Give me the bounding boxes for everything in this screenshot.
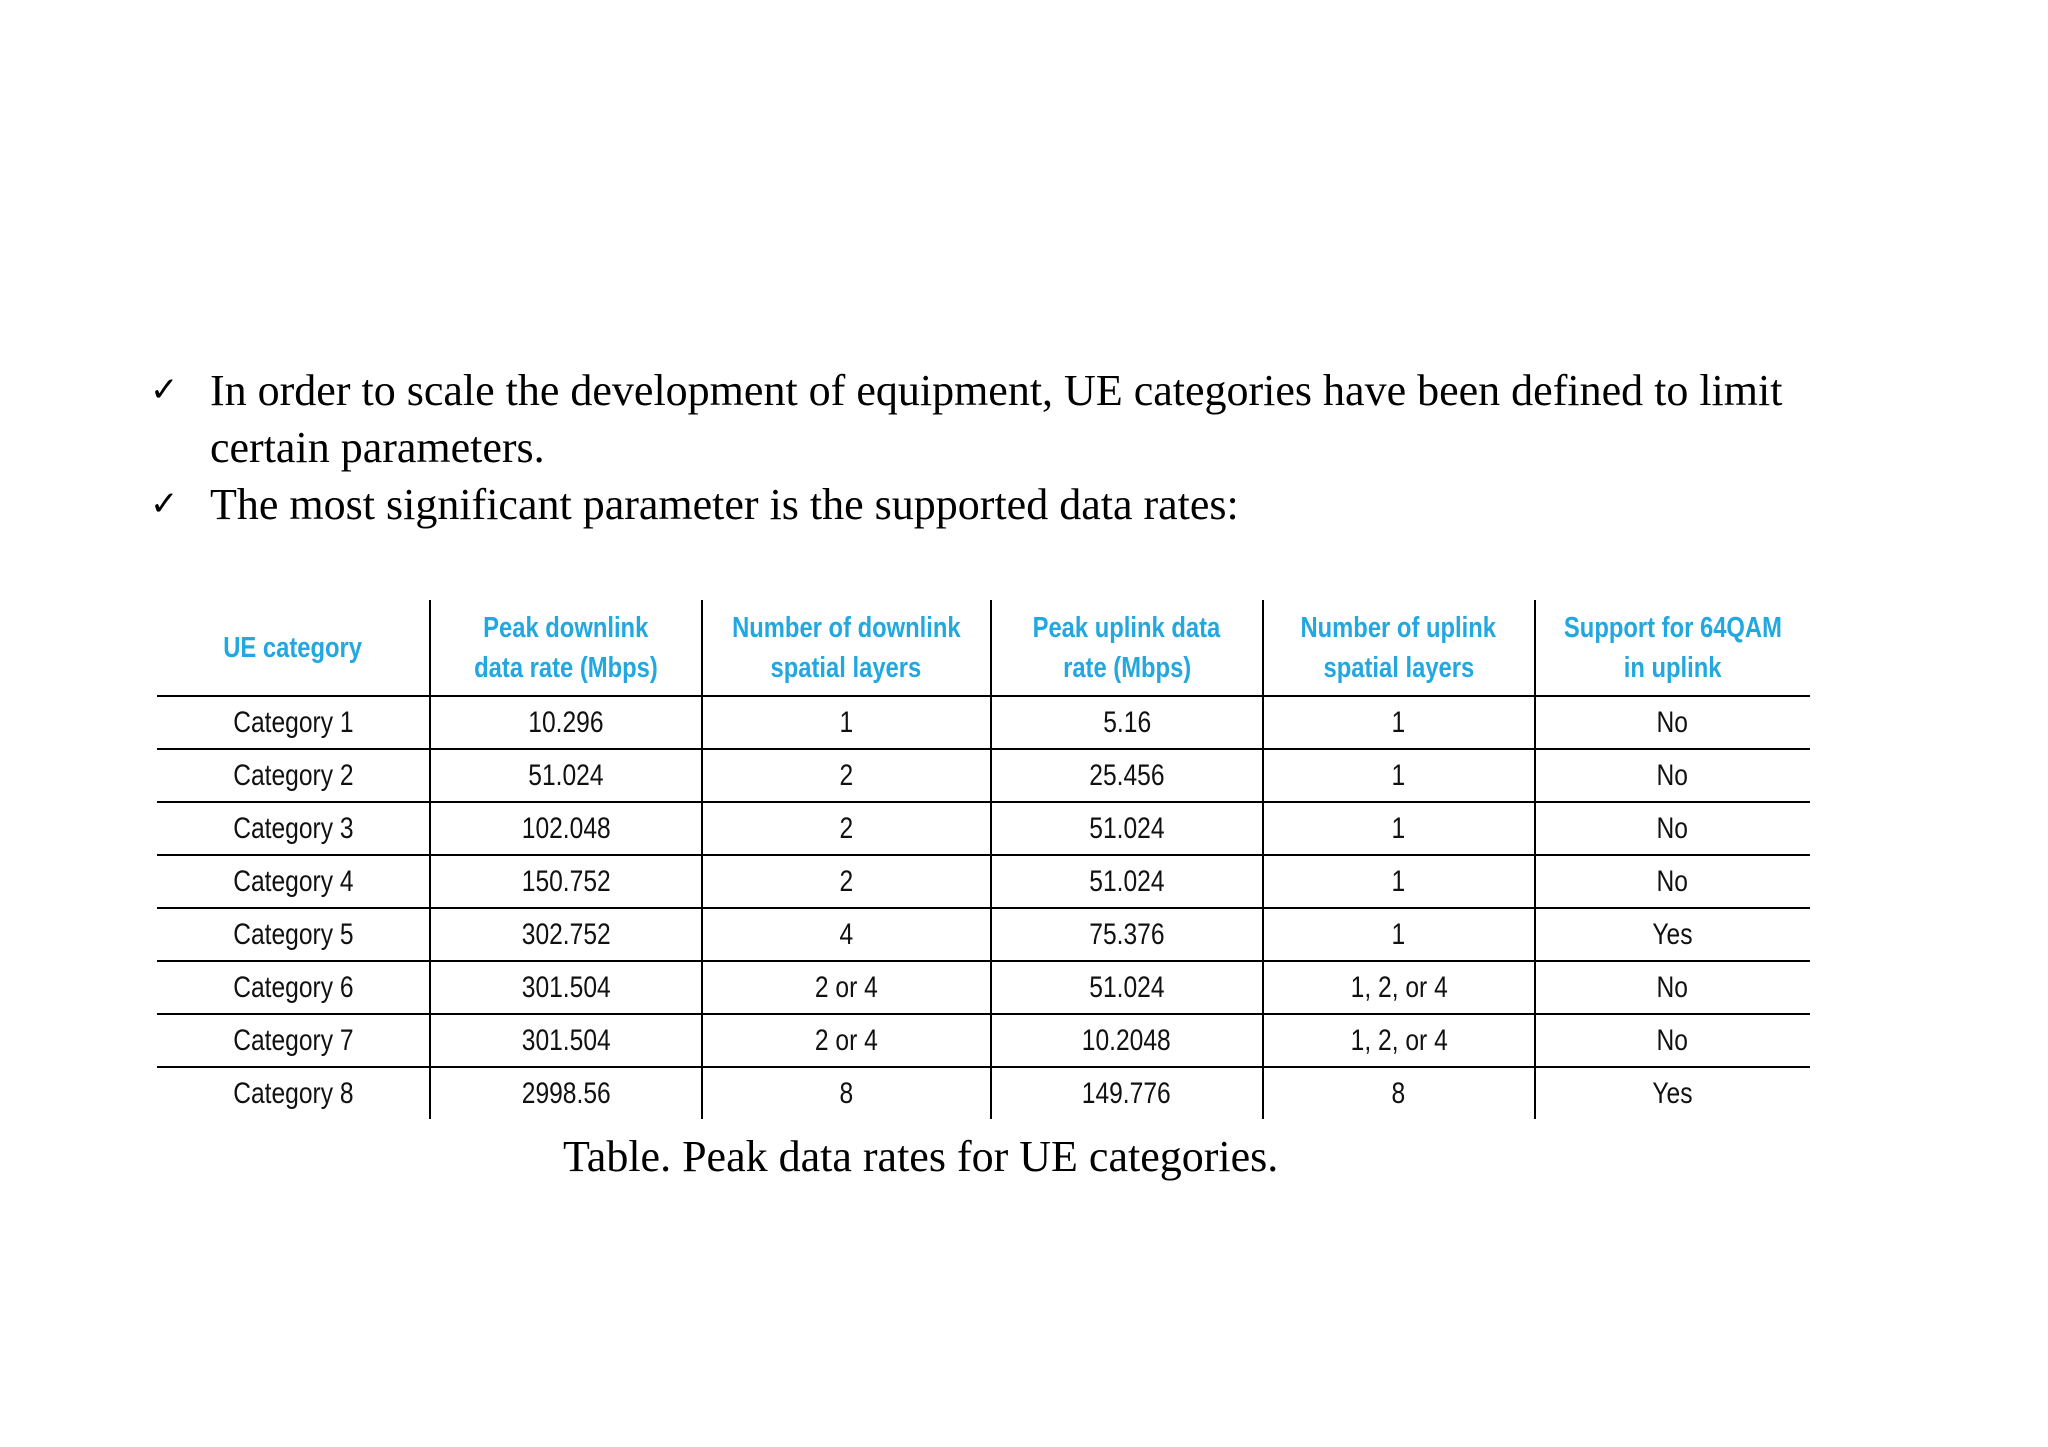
cell-text: 51.024 bbox=[1089, 864, 1165, 898]
cell-peak-uplink bbox=[991, 961, 1263, 1014]
cell-text: 1 bbox=[1391, 917, 1406, 951]
header-64qam-support bbox=[1535, 600, 1810, 696]
cell-ue-category bbox=[157, 855, 430, 908]
cell-downlink-layers bbox=[702, 749, 991, 802]
cell-text: Category 1 bbox=[232, 705, 354, 739]
bullet-list bbox=[150, 362, 1970, 533]
cell-text: 1 bbox=[1391, 705, 1406, 739]
cell-ue-category bbox=[157, 908, 430, 961]
header-peak-uplink bbox=[991, 600, 1263, 696]
cell-text: 4 bbox=[839, 917, 854, 951]
cell-uplink-layers bbox=[1263, 696, 1535, 749]
cell-text: No bbox=[1656, 705, 1689, 739]
bullet-text-line: certain parameters. bbox=[210, 423, 545, 472]
table-row bbox=[157, 802, 1810, 855]
cell-text: Category 4 bbox=[232, 864, 354, 898]
header-line: Number of downlink bbox=[732, 611, 961, 644]
cell-text: 1 bbox=[839, 705, 854, 739]
cell-text: 1 bbox=[1391, 758, 1406, 792]
cell-text: 10.2048 bbox=[1082, 1023, 1172, 1057]
cell-64qam-support bbox=[1535, 855, 1810, 908]
cell-text: Category 6 bbox=[232, 970, 354, 1004]
cell-text: 1, 2, or 4 bbox=[1350, 970, 1448, 1004]
cell-text: 2 or 4 bbox=[814, 970, 878, 1004]
cell-peak-uplink bbox=[991, 855, 1263, 908]
cell-text: 150.752 bbox=[521, 864, 611, 898]
table-row bbox=[157, 908, 1810, 961]
cell-64qam-support bbox=[1535, 1014, 1810, 1067]
cell-64qam-support bbox=[1535, 908, 1810, 961]
cell-text: 51.024 bbox=[1089, 811, 1165, 845]
cell-64qam-support bbox=[1535, 749, 1810, 802]
cell-downlink-layers bbox=[702, 961, 991, 1014]
cell-ue-category bbox=[157, 696, 430, 749]
ue-category-table-container bbox=[157, 600, 1810, 1119]
cell-text: 2 bbox=[839, 811, 854, 845]
cell-peak-downlink bbox=[430, 1067, 702, 1119]
cell-text: Category 7 bbox=[232, 1023, 354, 1057]
header-line: data rate (Mbps) bbox=[474, 651, 658, 684]
cell-text: 2 or 4 bbox=[814, 1023, 878, 1057]
table-row bbox=[157, 855, 1810, 908]
cell-uplink-layers bbox=[1263, 908, 1535, 961]
cell-ue-category bbox=[157, 1014, 430, 1067]
cell-text: 2 bbox=[839, 758, 854, 792]
cell-peak-downlink bbox=[430, 961, 702, 1014]
cell-text: Category 2 bbox=[232, 758, 354, 792]
cell-text: Yes bbox=[1652, 1076, 1693, 1110]
cell-64qam-support bbox=[1535, 696, 1810, 749]
bullet-text-line: The most significant parameter is the supported data rates: bbox=[210, 480, 1239, 529]
cell-64qam-support bbox=[1535, 1067, 1810, 1119]
table-row bbox=[157, 749, 1810, 802]
table-caption: Table. Peak data rates for UE categories. bbox=[563, 1132, 1279, 1181]
cell-peak-downlink bbox=[430, 855, 702, 908]
cell-text: No bbox=[1656, 970, 1689, 1004]
cell-peak-uplink bbox=[991, 908, 1263, 961]
cell-text: Category 3 bbox=[232, 811, 354, 845]
cell-text: 302.752 bbox=[521, 917, 611, 951]
cell-text: No bbox=[1656, 758, 1689, 792]
cell-text: 301.504 bbox=[521, 1023, 611, 1057]
table-row bbox=[157, 961, 1810, 1014]
cell-downlink-layers bbox=[702, 1014, 991, 1067]
header-line: Peak uplink data bbox=[1032, 611, 1221, 644]
cell-text: 1 bbox=[1391, 864, 1406, 898]
cell-text: 149.776 bbox=[1082, 1076, 1172, 1110]
cell-text: 51.024 bbox=[1089, 970, 1165, 1004]
cell-uplink-layers bbox=[1263, 749, 1535, 802]
cell-peak-downlink bbox=[430, 749, 702, 802]
header-line: spatial layers bbox=[770, 651, 922, 684]
header-uplink-layers bbox=[1263, 600, 1535, 696]
cell-text: 10.296 bbox=[528, 705, 604, 739]
header-line: Number of uplink bbox=[1300, 611, 1497, 644]
cell-text: 2 bbox=[839, 864, 854, 898]
ue-category-table bbox=[157, 600, 1810, 1119]
cell-peak-uplink bbox=[991, 1014, 1263, 1067]
cell-downlink-layers bbox=[702, 696, 991, 749]
cell-text: 1 bbox=[1391, 811, 1406, 845]
cell-uplink-layers bbox=[1263, 961, 1535, 1014]
cell-text: 25.456 bbox=[1089, 758, 1165, 792]
cell-downlink-layers bbox=[702, 802, 991, 855]
cell-uplink-layers bbox=[1263, 802, 1535, 855]
cell-text: 75.376 bbox=[1089, 917, 1165, 951]
cell-text: 2998.56 bbox=[521, 1076, 611, 1110]
cell-peak-uplink bbox=[991, 749, 1263, 802]
table-row bbox=[157, 1014, 1810, 1067]
bullet-item bbox=[150, 476, 1970, 533]
cell-ue-category bbox=[157, 1067, 430, 1119]
cell-text: 8 bbox=[839, 1076, 854, 1110]
cell-downlink-layers bbox=[702, 908, 991, 961]
cell-peak-downlink bbox=[430, 1014, 702, 1067]
header-line: rate (Mbps) bbox=[1062, 651, 1191, 684]
cell-text: Yes bbox=[1652, 917, 1693, 951]
header-line: Support for 64QAM bbox=[1563, 611, 1782, 644]
cell-text: 8 bbox=[1391, 1076, 1406, 1110]
cell-text: 1, 2, or 4 bbox=[1350, 1023, 1448, 1057]
cell-downlink-layers bbox=[702, 855, 991, 908]
cell-64qam-support bbox=[1535, 802, 1810, 855]
cell-text: 301.504 bbox=[521, 970, 611, 1004]
header-line: in uplink bbox=[1623, 651, 1722, 684]
cell-ue-category bbox=[157, 749, 430, 802]
cell-64qam-support bbox=[1535, 961, 1810, 1014]
header-line: spatial layers bbox=[1323, 651, 1475, 684]
checkmark-icon: ✓ bbox=[150, 370, 179, 410]
header-line: Peak downlink bbox=[483, 611, 649, 644]
header-downlink-layers bbox=[702, 600, 991, 696]
table-row bbox=[157, 1067, 1810, 1119]
cell-downlink-layers bbox=[702, 1067, 991, 1119]
cell-peak-uplink bbox=[991, 696, 1263, 749]
cell-ue-category bbox=[157, 961, 430, 1014]
cell-peak-downlink bbox=[430, 696, 702, 749]
cell-uplink-layers bbox=[1263, 1067, 1535, 1119]
cell-text: 5.16 bbox=[1102, 705, 1151, 739]
cell-peak-downlink bbox=[430, 908, 702, 961]
cell-text: No bbox=[1656, 811, 1689, 845]
bullet-item bbox=[150, 362, 1970, 476]
cell-text: 51.024 bbox=[528, 758, 604, 792]
header-line: UE category bbox=[223, 631, 363, 664]
checkmark-icon: ✓ bbox=[150, 484, 179, 524]
cell-peak-downlink bbox=[430, 802, 702, 855]
table-row bbox=[157, 696, 1810, 749]
cell-peak-uplink bbox=[991, 802, 1263, 855]
cell-text: Category 5 bbox=[232, 917, 354, 951]
cell-uplink-layers bbox=[1263, 855, 1535, 908]
table-body bbox=[157, 696, 1810, 1119]
cell-uplink-layers bbox=[1263, 1014, 1535, 1067]
cell-text: No bbox=[1656, 1023, 1689, 1057]
cell-text: Category 8 bbox=[232, 1076, 354, 1110]
cell-text: 102.048 bbox=[521, 811, 611, 845]
header-ue-category bbox=[157, 600, 430, 696]
table-header-row bbox=[157, 600, 1810, 696]
bullet-text-line: In order to scale the development of equipment, UE categories have been defined to limit bbox=[210, 366, 1783, 415]
cell-text: No bbox=[1656, 864, 1689, 898]
cell-ue-category bbox=[157, 802, 430, 855]
header-peak-downlink bbox=[430, 600, 702, 696]
cell-peak-uplink bbox=[991, 1067, 1263, 1119]
